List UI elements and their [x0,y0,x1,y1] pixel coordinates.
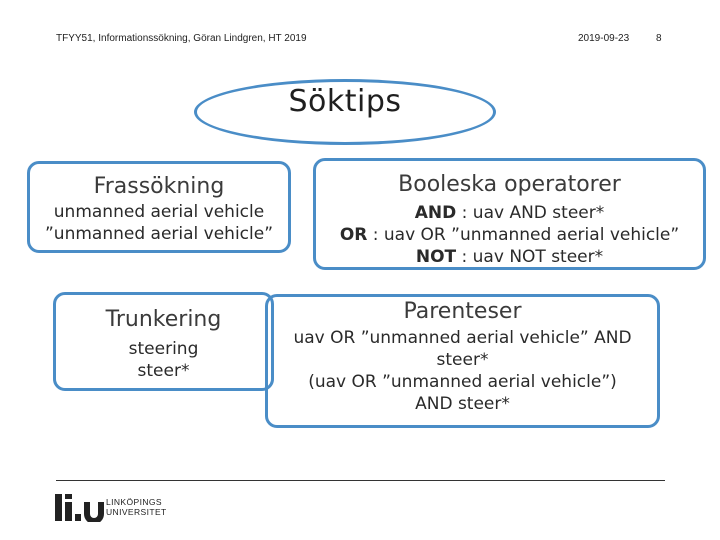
trunkering-heading: Trunkering [105,307,222,332]
parenteser-line: (uav OR ”unmanned aerial vehicle”) [308,372,617,392]
parenteser-box [265,294,660,428]
trunkering-line: steer* [137,361,190,381]
booleska-box [313,158,706,270]
header-course: TFYY51, Informationssökning, Göran Lindgren, HT 2019 [56,33,307,44]
booleska-heading: Booleska operatorer [398,172,621,197]
booleska-row-and [316,202,703,224]
trunkering-box [53,292,274,391]
liu-logo-mark-icon [54,492,104,522]
booleska-example: : uav OR ”unmanned aerial vehicle” [367,225,680,245]
frassokning-box [27,161,291,253]
operator-and: AND [414,203,457,223]
liu-logo [54,492,174,522]
logo-line-2: UNIVERSITET [106,507,167,517]
frassokning-line: ”unmanned aerial vehicle” [44,224,274,244]
operator-or: OR [339,225,368,245]
booleska-row-or [316,224,703,246]
parenteser-line: uav OR ”unmanned aerial vehicle” AND [293,328,632,348]
page-number: 8 [656,33,662,44]
parenteser-line: steer* [436,350,489,370]
booleska-example: : uav AND steer* [456,203,605,223]
frassokning-heading: Frassökning [93,174,225,199]
booleska-row-not [316,246,703,268]
header-date: 2019-09-23 [578,33,630,44]
operator-not: NOT [415,247,457,267]
parenteser-line: AND steer* [415,394,510,414]
slide-title: Söktips [288,84,402,119]
booleska-example: : uav NOT steer* [456,247,604,267]
logo-line-1: LINKÖPINGS [106,497,162,507]
parenteser-heading: Parenteser [403,299,522,324]
liu-logo-text [106,497,167,517]
frassokning-line: unmanned aerial vehicle [53,202,265,222]
trunkering-line: steering [128,339,199,359]
footer-divider [56,480,665,481]
